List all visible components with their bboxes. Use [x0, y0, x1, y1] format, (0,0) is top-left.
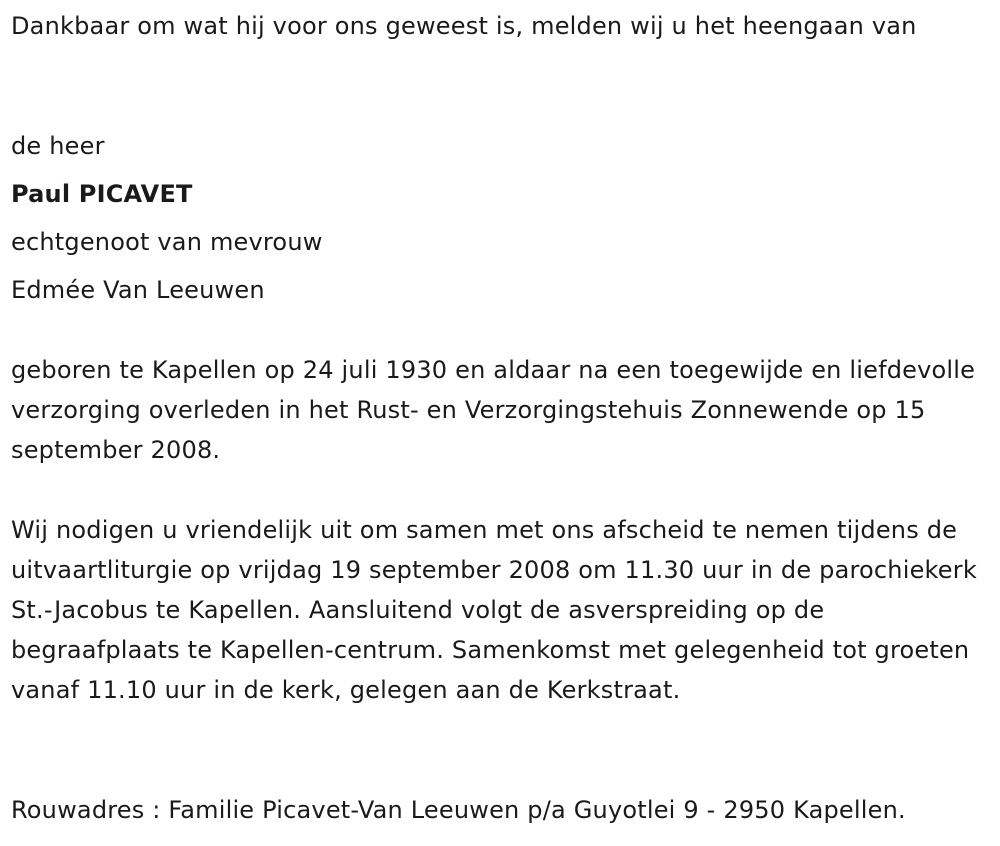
intro-text: Dankbaar om wat hij voor ons geweest is, melden wij u het heengaan van — [11, 12, 917, 40]
spouse-name: Edmée Van Leeuwen — [11, 276, 265, 304]
title-prefix: de heer — [11, 132, 105, 160]
funeral-invitation: Wij nodigen u vriendelijk uit om samen met ons afscheid te nemen tijdens de uitvaartliturgie op vrijdag 19 september 2008 om 11.30 uur in de parochiekerk St.-Jacobus te Kapellen. Aansluitend volgt de asverspreiding op de begraafplaats te Kapellen-centrum. Samenkomst met gelegenheid tot groeten vanaf 11.10 uur in de kerk, gelegen aan de Kerkstraat. — [11, 516, 977, 704]
mourning-address: Rouwadres : Familie Picavet-Van Leeuwen p/a Guyotlei 9 - 2950 Kapellen. — [11, 796, 906, 824]
birth-death-text: geboren te Kapellen op 24 juli 1930 en aldaar na een toegewijde en liefdevolle verzorging overleden in het Rust- en Verzorgingstehuis Zonnewende op 15 september 2008. — [11, 356, 976, 464]
spouse-label: echtgenoot van mevrouw — [11, 228, 323, 256]
deceased-name: Paul PICAVET — [11, 180, 193, 208]
